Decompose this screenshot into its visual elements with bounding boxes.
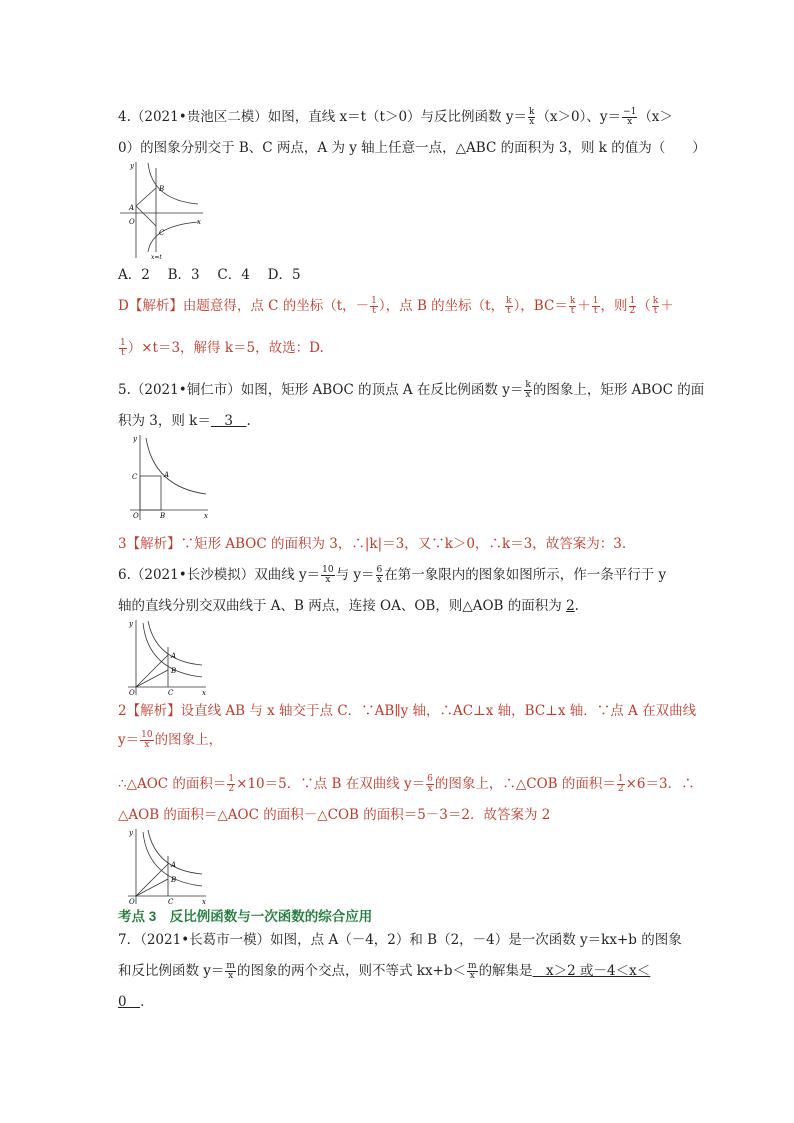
- label-b: B: [171, 876, 177, 884]
- label-a: A: [171, 861, 177, 869]
- label-o: O: [129, 218, 135, 226]
- segment-oa: [136, 864, 168, 896]
- answer-blank: x＞2 或－4＜x＜: [532, 963, 651, 979]
- q4-line1: 4.（2021•贵池区二模）如图，直线 x＝t（t＞0）与反比例函数 y＝ $\frac{k}{x}$ （x＞0）、y＝ $\frac{-1}{x}$ （x＞: [118, 107, 673, 127]
- label-o: O: [129, 689, 135, 697]
- label-c: C: [168, 689, 174, 697]
- label-x: x: [202, 689, 206, 697]
- label-o: O: [133, 512, 139, 520]
- q7-line2: 和反比例函数 y＝ $\frac{m}{x}$ 的图象的两个交点，则不等式 kx+b＜ $\frac{m}{x}$ 的解集是 x＞2 或－4＜x＜: [118, 961, 651, 981]
- q6-line2: 轴的直线分别交双曲线于 A、B 两点，连接 OA、OB，则△AOB 的面积为 2.: [118, 598, 579, 614]
- label-c: C: [168, 898, 174, 906]
- q4-answer-line2: $\frac{1}{t}$ ）×t＝3，解得 k＝5，故选：D.: [120, 338, 324, 358]
- curve-neg1-over-x: [148, 222, 198, 252]
- q6-line1: 6.（2021•长沙模拟）双曲线 y＝ $\frac{10}{x}$ 与 y＝ $\frac{6}{x}$ 在第一象限内的图象如图所示，作一条平行于 y: [118, 565, 667, 585]
- q4-answer-line1: D【解析】由题意得，点 C 的坐标（t，－ $\frac{1}{t}$ ），点 B 的坐标（t， $\frac{k}{t}$ ），BC＝ $\frac{k}{t}$ ＋ $\frac{1}{t}$ ，则 $\frac{1}{2}$ （ $\frac{k}{t}$ ＋: [118, 296, 674, 316]
- q7-line1: 7．（2021•长葛市一模）如图，点 A（－4，2）和 B（2，－4）是一次函数 y＝kx+b 的图象: [118, 932, 682, 948]
- answer-blank: 3: [210, 413, 247, 429]
- q5-answer: 3【解析】∵矩形 ABOC 的面积为 3，∴|k|＝3，又∵k＞0，∴k＝3，故答案为：3.: [118, 536, 627, 552]
- q5-line1: 5.（2021•铜仁市）如图，矩形 ABOC 的顶点 A 在反比例函数 y＝ $\frac{k}{x}$ 的图象上，矩形 ABOC 的面: [118, 380, 705, 400]
- segment-ob: [136, 670, 168, 687]
- label-y: y: [133, 435, 137, 443]
- q6-answer-line2: y＝ $\frac{10}{x}$ 的图象上，: [118, 730, 223, 750]
- label-x: x: [202, 898, 206, 906]
- label-b: B: [171, 667, 177, 675]
- label-a: A: [164, 471, 170, 479]
- fraction: $\frac{k}{x}$: [528, 107, 535, 127]
- label-y: y: [129, 620, 133, 628]
- q4-options: A．2 B．3 C．4 D．5: [118, 267, 301, 283]
- segment-ob: [136, 879, 168, 896]
- label-x: x: [197, 218, 201, 226]
- label-o: O: [129, 898, 135, 906]
- q6-answer-line4: △AOB 的面积＝△AOC 的面积－△COB 的面积＝5－3＝2．故答案为 2: [118, 807, 551, 823]
- q6-answer-line1: 2【解析】设直线 AB 与 x 轴交于点 C．∵AB∥y 轴，∴AC⊥x 轴，BC⊥x 轴．∵点 A 在双曲线: [118, 703, 697, 719]
- label-a: A: [129, 204, 135, 212]
- label-y: y: [130, 162, 134, 170]
- q5-line2: 积为 3，则 k＝ 3 .: [118, 413, 251, 429]
- rectangle-aboc: [140, 476, 161, 510]
- q4-line2: 0）的图象分别交于 B、C 两点，A 为 y 轴上任意一点，△ABC 的面积为 3，则 k 的值为（ ）: [118, 140, 706, 156]
- label-b: B: [160, 512, 166, 520]
- segment-ab: [136, 188, 156, 206]
- label-c: C: [159, 229, 165, 237]
- label-y: y: [129, 829, 133, 837]
- label-a: A: [171, 652, 177, 660]
- label-c: C: [132, 473, 138, 481]
- segment-oa: [136, 655, 168, 687]
- q6-answer-figure: [118, 826, 210, 906]
- answer-blank: 2: [566, 598, 575, 614]
- curve-k-over-x: [148, 163, 198, 204]
- section-heading: 考点 3 反比例函数与一次函数的综合应用: [118, 909, 373, 924]
- curve-k-over-x: [146, 438, 206, 494]
- label-x-equals-t: x=t: [151, 254, 162, 260]
- answer-blank: 0: [118, 994, 141, 1010]
- q6-answer-line3: ∴△AOC 的面积＝ $\frac{1}{2}$ ×10＝5．∵点 B 在双曲线 y＝ $\frac{6}{x}$ 的图象上，∴△COB 的面积＝ $\frac{1}{2}$ ×6＝3．∴: [118, 774, 695, 794]
- q4-figure: [118, 160, 208, 260]
- q6-figure: [118, 617, 210, 697]
- segment-ac: [136, 206, 156, 226]
- q5-figure: [118, 432, 213, 522]
- label-b: B: [159, 185, 165, 193]
- fraction: $\frac{-1}{x}$: [623, 107, 637, 127]
- label-x: x: [204, 512, 208, 520]
- q7-line3: 0 .: [118, 994, 145, 1010]
